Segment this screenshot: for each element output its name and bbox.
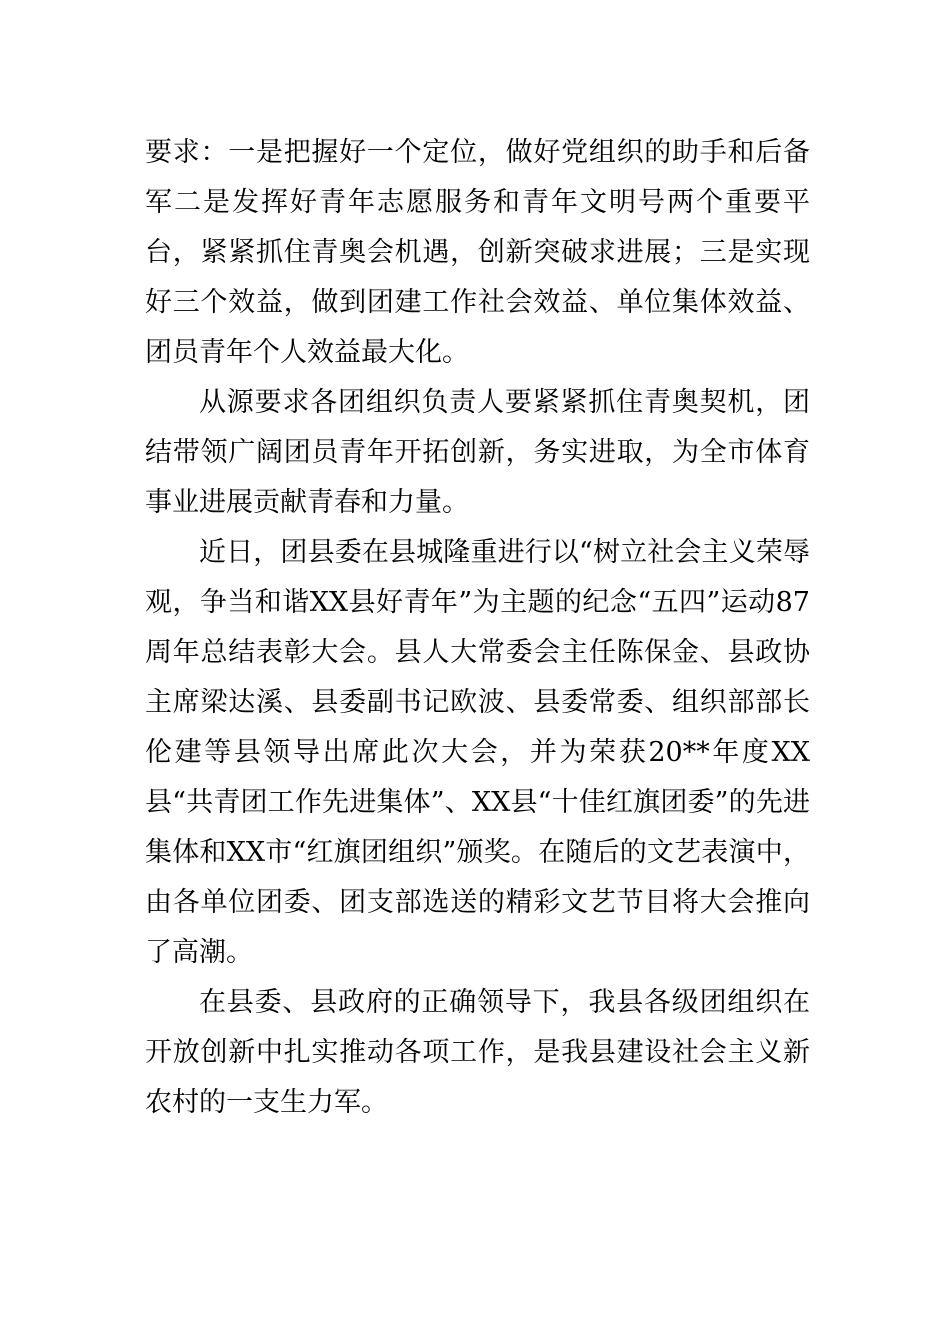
paragraph-conclusion: 在县委、县政府的正确领导下，我县各级团组织在开放创新中扎实推动各项工作，是我县建设社会主义新农村的一支生力军。 [145, 987, 810, 1118]
paragraph-requirements: 从源要求各团组织负责人要紧紧抓住青奥契机，团结带领广阔团员青年开拓创新，务实进取，为全市体育事业进展贡献青春和力量。 [145, 387, 810, 518]
paragraph-continuation: 要求：一是把握好一个定位，做好党组织的助手和后备军二是发挥好青年志愿服务和青年文明号两个重要平台，紧紧抓住青奥会机遇，创新突破求进展；三是实现好三个效益，做到团建工作社会效益、单位集体效益、团员青年个人效益最大化。 [145, 137, 810, 368]
paragraph-commendation-meeting: 近日，团县委在县城隆重进行以“树立社会主义荣辱观，争当和谐XX县好青年”为主题的纪念“五四”运动87周年总结表彰大会。县人大常委会主任陈保金、县政协主席梁达溪、县委副书记欧波、县委常委、组织部部长伦建等县领导出席此次大会，并为荣获20**年度XX县“共青团工作先进集体”、XX县“十佳红旗团委”的先进集体和XX市“红旗团组织”颁奖。在随后的文艺表演中，由各单位团委、团支部选送的精彩文艺节目将大会推向了高潮。 [145, 537, 810, 968]
document-body [145, 128, 810, 1128]
